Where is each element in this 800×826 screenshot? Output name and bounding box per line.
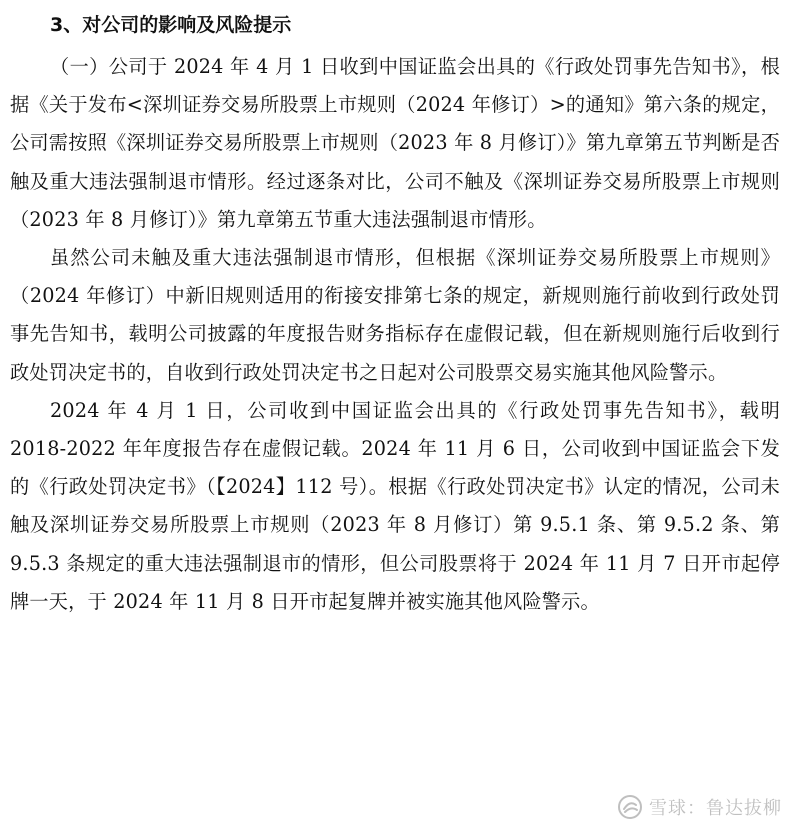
watermark-text: 雪球：鲁达拔柳: [649, 798, 782, 819]
section-heading: 3、对公司的影响及风险提示: [50, 14, 292, 36]
watermark: [617, 794, 782, 820]
snowball-logo-icon: [617, 794, 643, 820]
paragraph-3: 2024 年 4 月 1 日，公司收到中国证监会出具的《行政处罚事先告知书》，载明 2018-2022 年年度报告存在虚假记载。2024 年 11 月 6 日，公司收到中国证监会下发的《行政处罚决定书》（【2024】112 号）。根据《行政处罚决定书》认定的情况，公司未触及深圳证券交易所股票上市规则（2023 年 8 月修订）第 9.5.1 条、第 9.5.2 条、第 9.5.3 条规定的重大违法强制退市的情形，但公司股票将于 2024 年 11 月 7 日开市起停牌一天，于 2024 年 11 月 8 日开市起复牌并被实施其他风险警示。: [10, 398, 780, 613]
document-body: [10, 0, 780, 621]
paragraph-1: （一）公司于 2024 年 4 月 1 日收到中国证监会出具的《行政处罚事先告知书》，根据《关于发布<深圳证券交易所股票上市规则（2024 年修订）>的通知》第六条的规定，公司需按照《深圳证券交易所股票上市规则（2023 年 8 月修订）》第九章第五节判断是否触及重大违法强制退市情形。经过逐条对比，公司不触及《深圳证券交易所股票上市规则（2023 年 8 月修订）》第九章第五节重大违法强制退市情形。: [10, 55, 780, 231]
paragraph-2: 虽然公司未触及重大违法强制退市情形，但根据《深圳证券交易所股票上市规则》（2024 年修订）中新旧规则适用的衔接安排第七条的规定，新规则施行前收到行政处罚事先告知书，载明公司披露的年度报告财务指标存在虚假记载，但在新规则施行后收到行政处罚决定书的，自收到行政处罚决定书之日起对公司股票交易实施其他风险警示。: [10, 246, 780, 384]
